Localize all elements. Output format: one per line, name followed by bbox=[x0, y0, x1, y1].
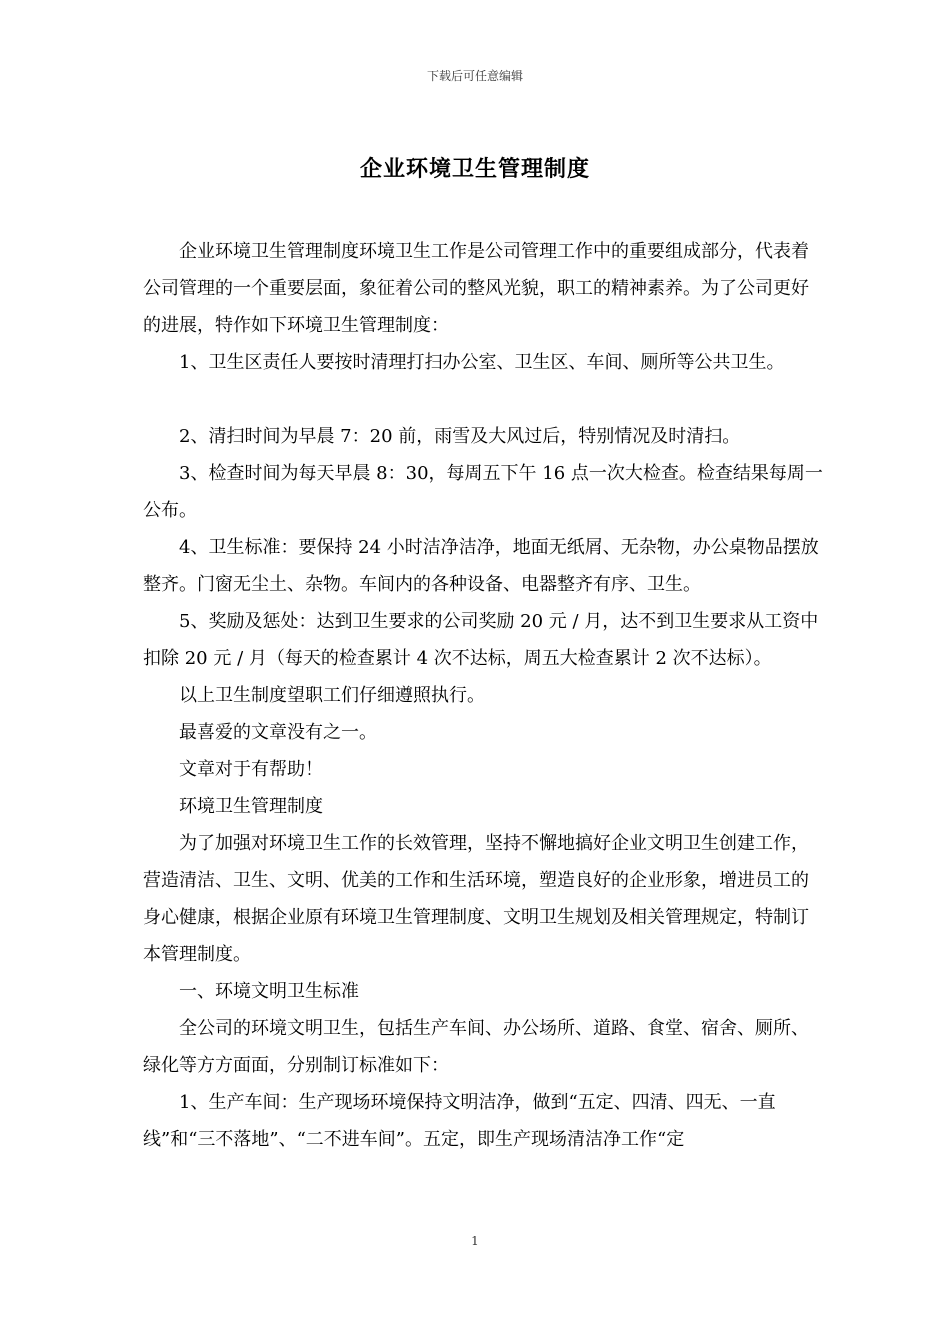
paragraph-scope: 全公司的环境文明卫生，包括生产车间、办公场所、道路、食堂、宿舍、厕所、绿化等方方面面，分别制订标准如下： bbox=[143, 1018, 809, 1076]
paragraph-item-4: 4、卫生标准：要保持 24 小时洁净洁净，地面无纸屑、无杂物，办公桌物品摆放整齐。门窗无尘土、杂物。车间内的各种设备、电器整齐有序、卫生。 bbox=[143, 537, 819, 595]
paragraph-item-2: 2、清扫时间为早晨 7：20 前，雨雪及大风过后，特别情况及时清扫。 bbox=[143, 426, 741, 447]
document-title: 企业环境卫生管理制度 bbox=[359, 156, 590, 182]
paragraph-item-3: 3、检查时间为每天早晨 8：30，每周五下午 16 点一次大检查。检查结果每周一公布。 bbox=[143, 463, 823, 521]
paragraph-item-1: 1、卫生区责任人要按时清理打扫办公室、卫生区、车间、厕所等公共卫生。 bbox=[143, 352, 785, 373]
paragraph-item-5: 5、奖励及惩处：达到卫生要求的公司奖励 20 元 / 月，达不到卫生要求从工资中扣除 20 元 / 月（每天的检查累计 4 次不达标，周五大检查累计 2 次不达标）。 bbox=[143, 611, 819, 669]
subsection-heading: 一、环境文明卫生标准 bbox=[143, 981, 359, 1002]
paragraph-purpose: 为了加强对环境卫生工作的长效管理，坚持不懈地搞好企业文明卫生创建工作，营造清洁、卫生、文明、优美的工作和生活环境，塑造良好的企业形象，增进员工的身心健康，根据企业原有环境卫生管理制度、文明卫生规划及相关管理规定，特制订本管理制度。 bbox=[143, 833, 809, 965]
page-number: 1 bbox=[471, 1234, 479, 1248]
paragraph-closing: 以上卫生制度望职工们仔细遵照执行。 bbox=[143, 685, 485, 706]
paragraph-intro: 企业环境卫生管理制度环境卫生工作是公司管理工作中的重要组成部分，代表着公司管理的一个重要层面，象征着公司的整风光貌，职工的精神素养。为了公司更好的进展，特作如下环境卫生管理制度： bbox=[143, 241, 809, 336]
blank-line bbox=[143, 381, 823, 418]
paragraph-note-2: 文章对于有帮助！ bbox=[143, 759, 323, 780]
paragraph-note-1: 最喜爱的文章没有之一。 bbox=[143, 722, 377, 743]
page-header-note: 下载后可任意编辑 bbox=[426, 69, 523, 83]
document-body bbox=[143, 233, 823, 1158]
paragraph-workshop: 1、生产车间：生产现场环境保持文明洁净，做到“五定、四清、四无、一直线”和“三不落地”、“二不进车间”。五定，即生产现场清洁净工作“定 bbox=[143, 1092, 776, 1150]
section-heading: 环境卫生管理制度 bbox=[143, 796, 323, 817]
